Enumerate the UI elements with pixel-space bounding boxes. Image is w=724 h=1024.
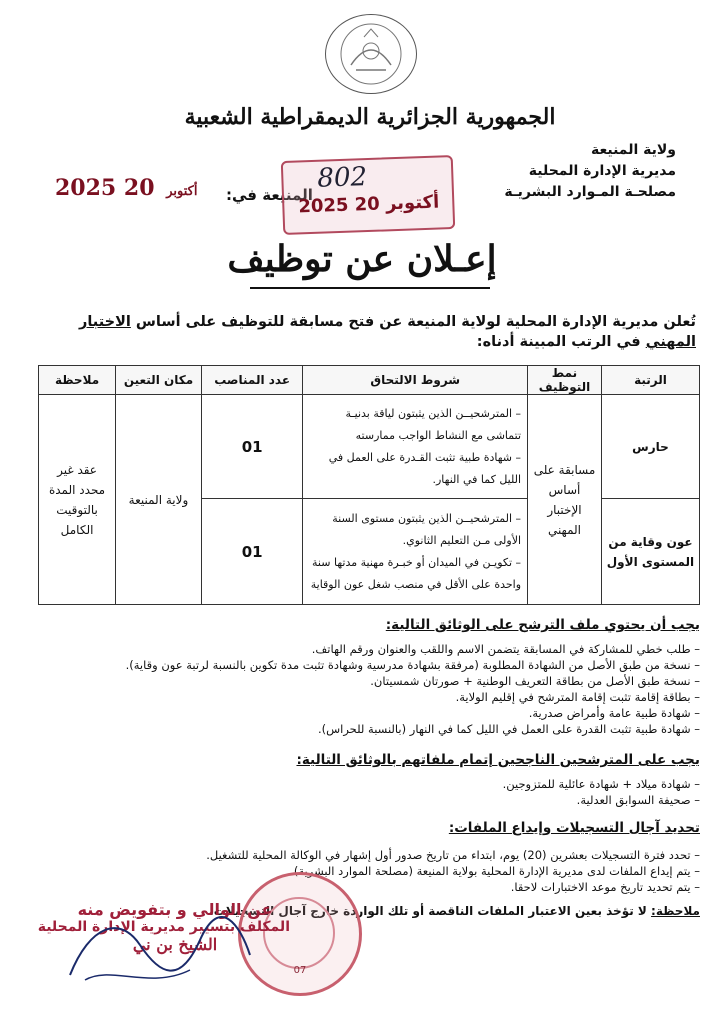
signature-line-1: عن الوالي و بتفويض منه (77, 900, 273, 919)
issuer-block (476, 140, 676, 203)
signature-line-2: المكلف بتسيير مديرية الإدارة المحلية (37, 919, 290, 935)
handwritten-date (55, 175, 201, 201)
list-item: – يتم إيداع الملفات لدى مديرية الإدارة المحلية بولاية المنيعة (مصلحة الموارد البشرية). (290, 864, 700, 878)
list-item: – شهادة طبية عامة وأمراض صدرية. (528, 706, 700, 720)
count-cell: 01 (201, 395, 303, 499)
col-rank: الرتبة (601, 366, 699, 395)
emblem-icon (326, 15, 416, 93)
conditions-cell (303, 499, 528, 605)
signatory-name: الشيخ بن ني (132, 935, 218, 954)
list-item: – بطاقة إقامة تثبت إقامة المترشح في إقليم الولاية. (455, 690, 700, 704)
col-count: عدد المناصب (201, 366, 303, 395)
directorate-name: مديرية الإدارة المحلية (528, 163, 676, 179)
date-month: أكتوبر (166, 184, 198, 199)
successful-docs-heading: يجب على المترشحين الناجحين إتمام ملفاتهم بالوثائق التالية: (296, 752, 700, 768)
mode-cell: مسابقة على أساس الإختبار المهني (528, 395, 602, 605)
col-place: مكان التعين (116, 366, 202, 395)
registration-date: 2025 أكتوبر 20 (298, 191, 440, 218)
title-underline (250, 287, 490, 289)
note-text: لا تؤخذ بعين الاعتبار الملفات الناقصة أو تلك الواردة خارج آجال التسجيلات. (209, 904, 652, 918)
date-label: المنيعة في: (226, 186, 313, 204)
list-item: – شهادة ميلاد + شهادة عائلية للمتزوجين. (502, 777, 700, 791)
note-cell: عقد غير محدد المدة بالتوقيت الكامل (39, 395, 116, 605)
rank-cell: عون وقاية من المستوى الأول (601, 499, 699, 605)
rank-cell: حارس (601, 395, 699, 499)
page-title: إعـلان عن توظيف (227, 238, 497, 280)
conditions-cell (303, 395, 528, 499)
list-item: – صحيفة السوابق العدلية. (576, 793, 700, 807)
date-day: 20 (123, 175, 155, 201)
list-item: – تحدد فترة التسجيلات بعشرين (20) يوم، ابتداء من تاريخ صدور أول إشهار في الوكالة المحلية للتشغيل. (206, 848, 700, 862)
list-item: – طلب خطي للمشاركة في المسابقة يتضمن الاسم واللقب والعنوان ورقم الهاتف. (311, 642, 700, 656)
intro-text-underlined: الاختبار المهني (79, 314, 696, 350)
republic-heading: الجمهورية الجزائرية الديمقراطية الشعبية (184, 104, 556, 130)
condition-item: – شهادة طبية تثبت القـدرة على العمل في الليل كما في النهار. (328, 450, 522, 486)
deadlines-heading: تحديد آجال التسجيلات وإيداع الملفات: (448, 820, 700, 836)
intro-text-before: تُعلن مديرية الإدارة المحلية لولاية المنيعة عن فتح مسابقة للتوظيف على أساس (130, 314, 696, 330)
note-label: ملاحظة: (651, 904, 700, 918)
table-row (39, 395, 700, 499)
national-emblem (325, 14, 417, 94)
list-item: – نسخة من طبق الأصل من الشهادة المطلوبة (مرفقة بشهادة مدرسية وشهادة تثبت مدة تكوين بالنسبة لرتبة عون وقاية). (125, 658, 700, 672)
date-year: 2025 (55, 175, 117, 201)
handwritten-signature (50, 905, 260, 995)
stamp-number: 07 (293, 965, 307, 976)
required-docs-heading: يجب أن يحتوي ملف الترشح على الوثائق التالية: (385, 617, 700, 633)
condition-item: – المترشحيــن الذين يثبتون مستوى السنة الأولى مـن التعليم الثانوي. (332, 511, 522, 547)
service-name: مصلحـة المـوارد البشريـة (504, 184, 676, 200)
intro-paragraph (30, 312, 696, 352)
list-item: – يتم تحديد تاريخ موعد الاختبارات لاحقا. (510, 880, 700, 894)
jobs-table (38, 365, 700, 605)
registration-stamp (281, 155, 455, 235)
table-header-row (39, 366, 700, 395)
successful-docs-list (503, 776, 700, 808)
wilaya-name: ولاية المنيعة (590, 142, 676, 158)
list-item: – شهادة طبية تثبت القدرة على العمل في الليل كما في النهار (بالنسبة للحراس). (317, 722, 700, 736)
condition-item: – تكويـن في الميدان أو خبـرة مهنية مدتها سنة واحدة على الأقل في منصب شغل عون الوقاية (310, 555, 522, 591)
intro-text-after: في الرتب المبينة أدناه: (476, 334, 646, 350)
list-item: – نسخة طبق الأصل من بطاقة التعريف الوطنية + صورتان شمسيتان. (370, 674, 700, 688)
condition-item: – المترشحيــن الذين يثبتون لياقة بدنيـة تتماشى مع النشاط الواجب ممارسته (345, 406, 522, 442)
place-cell: ولاية المنيعة (116, 395, 202, 605)
col-conditions: شروط الالتحاق (303, 366, 528, 395)
required-docs-list (126, 641, 700, 737)
count-cell: 01 (201, 499, 303, 605)
registration-number: 802 (316, 162, 368, 194)
col-note: ملاحظة (39, 366, 116, 395)
col-mode: نمط التوظيف (528, 366, 602, 395)
